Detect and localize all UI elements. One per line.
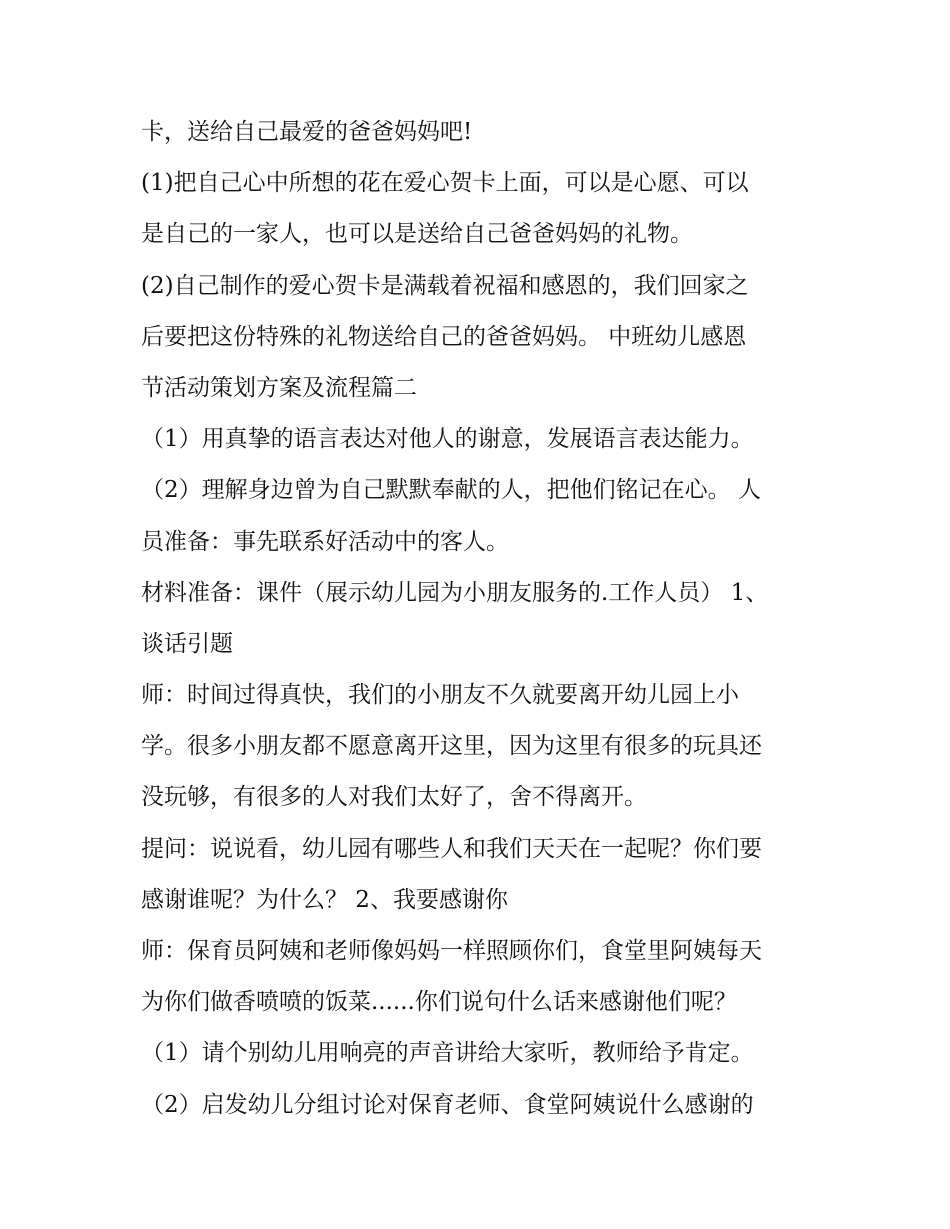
text-line: 没玩够，有很多的人对我们太好了，舍不得离开。 (141, 784, 647, 811)
text-line: 提问：说说看，幼儿园有哪些人和我们天天在一起呢？你们要 (141, 835, 762, 862)
text-line: (2)自己制作的爱心贺卡是满载着祝福和感恩的，我们回家之 (141, 272, 749, 299)
text-line: （2）理解身边曾为自己默默奉献的人，把他们铭记在心。 人 (141, 477, 761, 504)
text-line: 材料准备：课件（展示幼儿园为小朋友服务的.工作人员） 1、 (141, 579, 769, 606)
text-line: 师：时间过得真快，我们的小朋友不久就要离开幼儿园上小 (141, 682, 739, 709)
text-line: (1)把自己心中所想的花在爱心贺卡上面，可以是心愿、可以 (141, 170, 749, 197)
text-line: 后要把这份特殊的礼物送给自己的爸爸妈妈。 中班幼儿感恩 (141, 323, 747, 350)
body-text (141, 107, 821, 1131)
text-line: （1）请个别幼儿用响亮的声音讲给大家听，教师给予肯定。 (141, 1040, 754, 1067)
text-line: 为你们做香喷喷的饭菜......你们说句什么话来感谢他们呢？ (141, 989, 737, 1016)
text-line: 是自己的一家人，也可以是送给自己爸爸妈妈的礼物。 (141, 221, 693, 248)
text-line: 卡，送给自己最爱的爸爸妈妈吧! (141, 119, 473, 145)
text-line: 学。很多小朋友都不愿意离开这里，因为这里有很多的玩具还 (141, 733, 762, 760)
text-line: （2）启发幼儿分组讨论对保育老师、食堂阿姨说什么感谢的 (141, 1091, 754, 1118)
text-line: 师：保育员阿姨和老师像妈妈一样照顾你们，食堂里阿姨每天 (141, 938, 762, 964)
text-line: 感谢谁呢？为什么？ 2、我要感谢你 (141, 886, 508, 913)
text-line: 节活动策划方案及流程篇二 (141, 374, 417, 401)
text-line: （1）用真挚的语言表达对他人的谢意，发展语言表达能力。 (141, 426, 754, 453)
text-line: 员准备：事先联系好活动中的客人。 (141, 528, 509, 555)
text-line: 谈话引题 (141, 630, 233, 657)
